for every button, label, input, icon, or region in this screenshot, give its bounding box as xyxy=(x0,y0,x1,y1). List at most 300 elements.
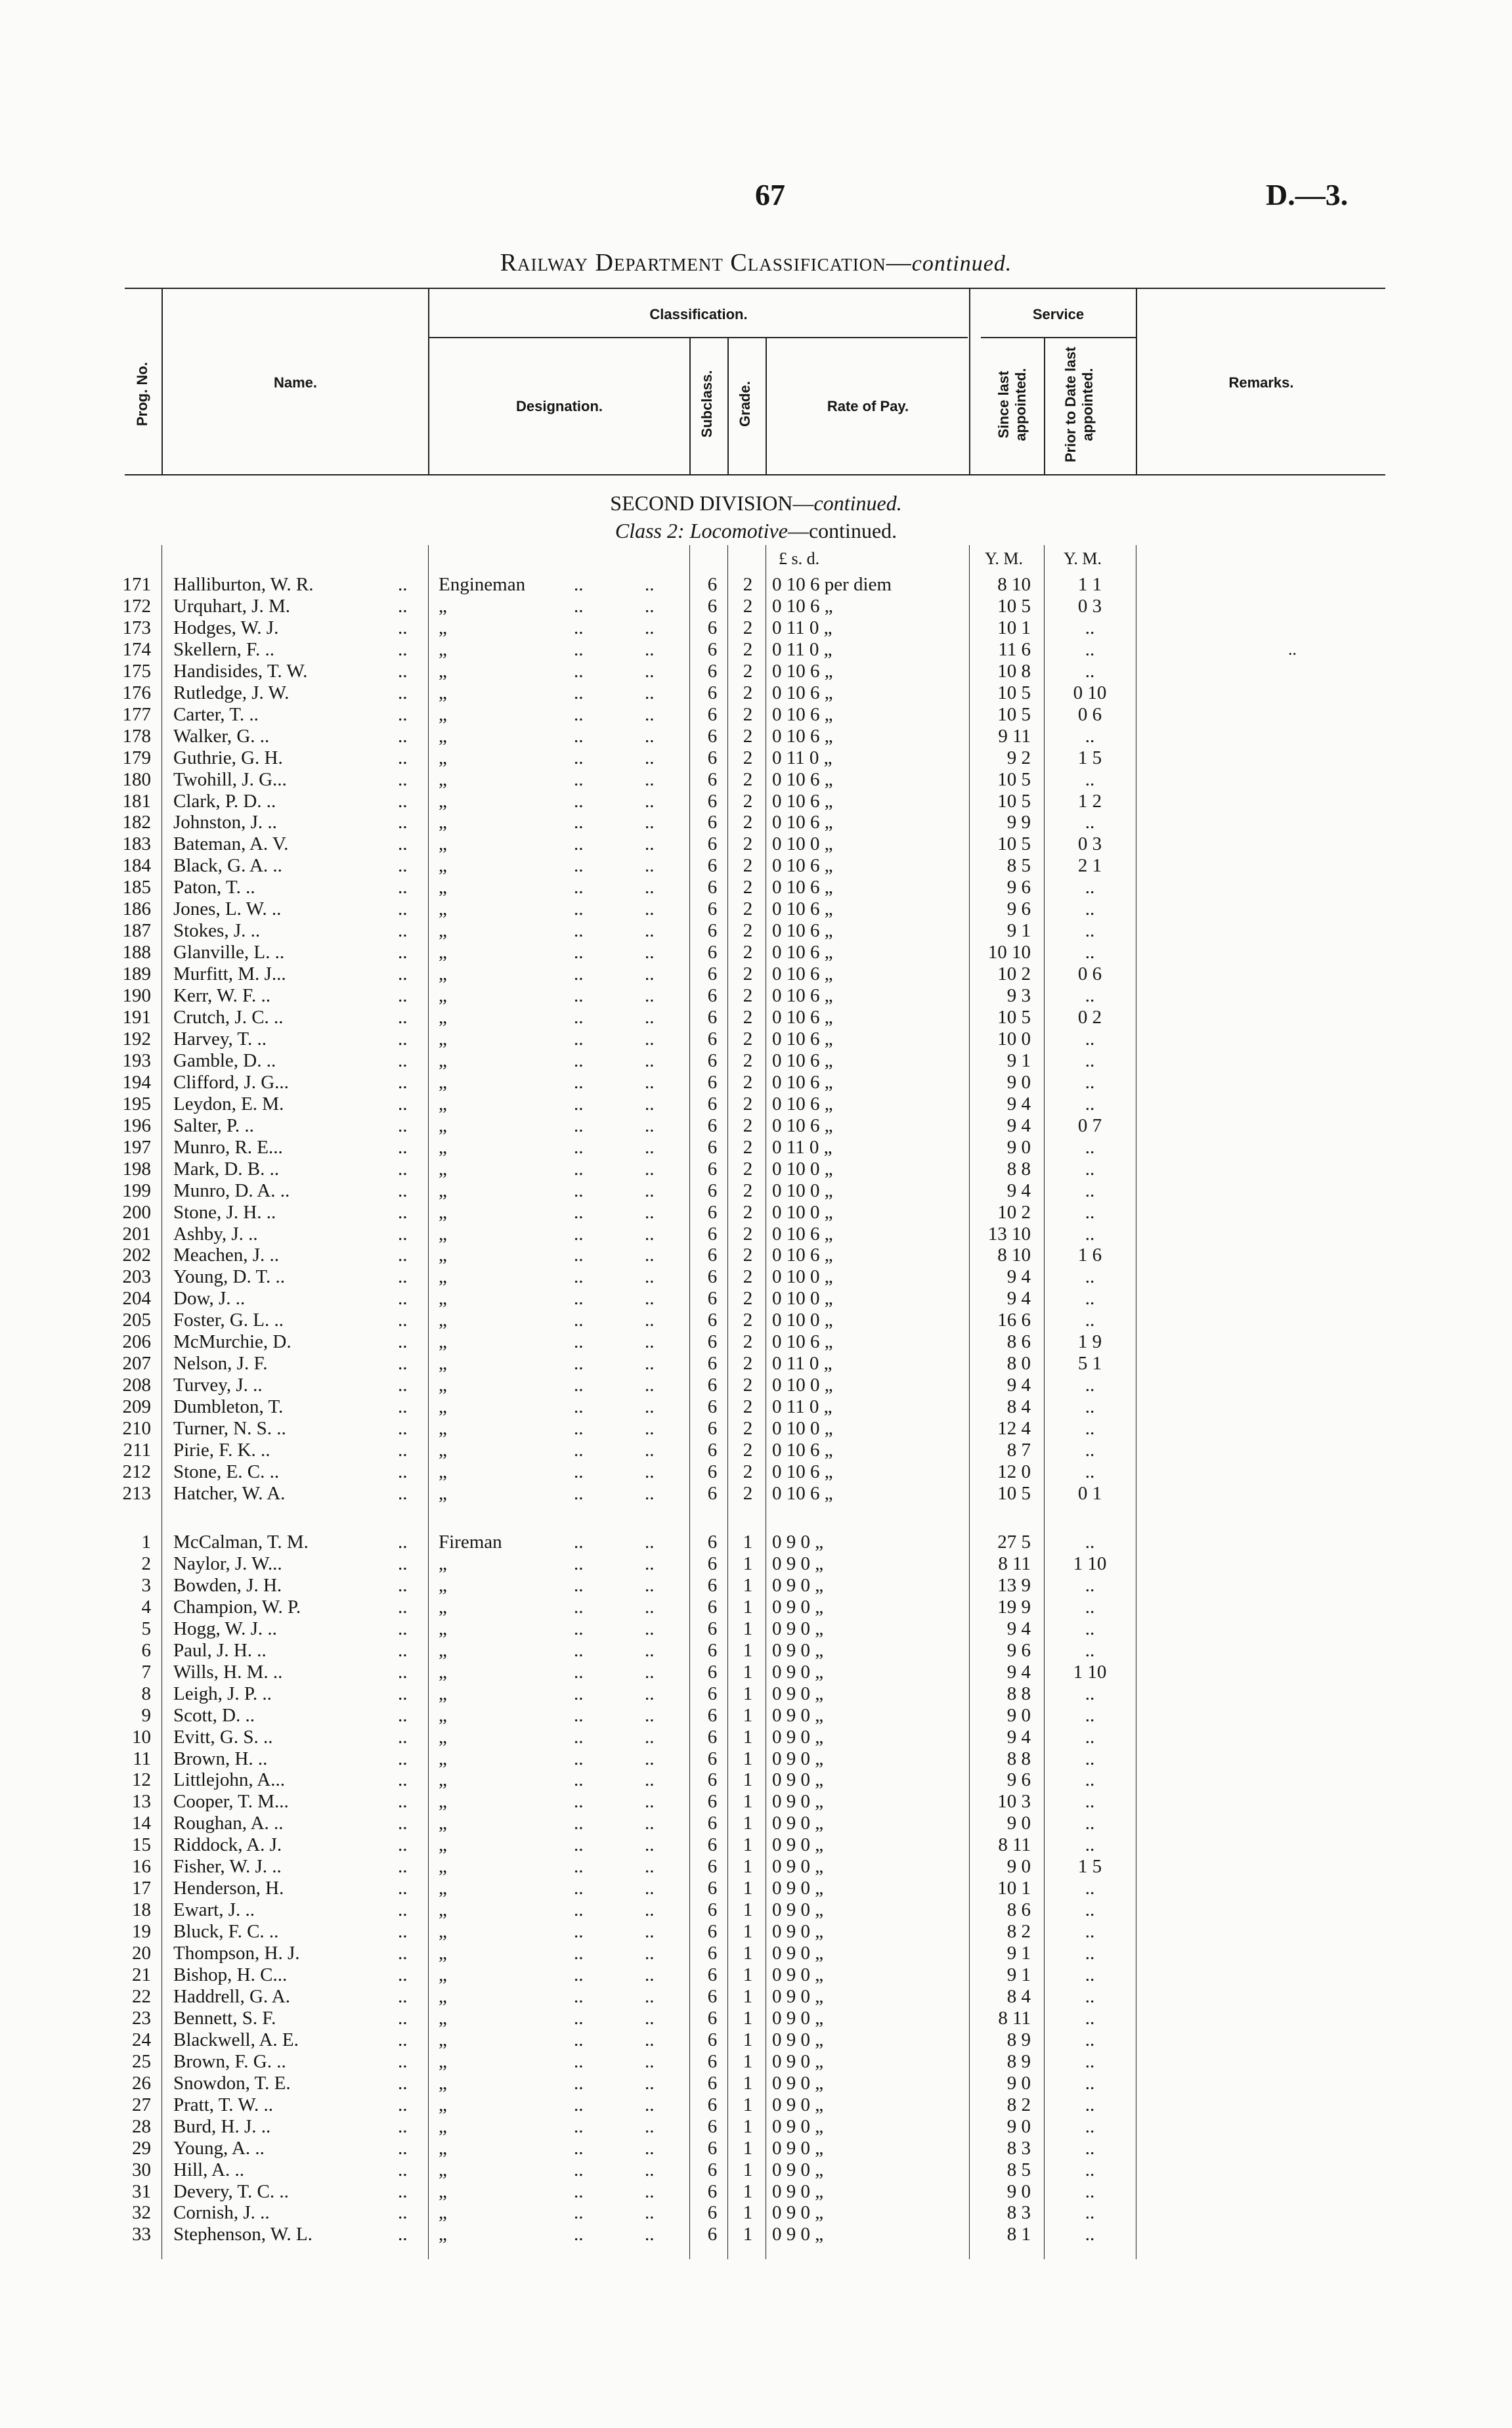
rate-of-pay: 0 10 6 „ xyxy=(772,942,833,963)
employee-name: McMurchie, D. xyxy=(173,1331,292,1353)
since-last-appointed: 10 2 xyxy=(997,963,1031,985)
header-subclass: Subclass. xyxy=(699,370,715,438)
grade: 2 xyxy=(743,638,753,660)
prog-no: 22 xyxy=(132,1985,151,2007)
leader-dots: .. xyxy=(574,1964,584,1985)
subclass: 6 xyxy=(707,1461,718,1482)
leader-dots: .. xyxy=(645,1813,655,1834)
rate-of-pay: 0 9 0 „ xyxy=(772,2072,824,2094)
since-last-appointed: 10 10 xyxy=(987,942,1031,963)
since-last-appointed: 9 4 xyxy=(1006,1726,1031,1748)
employee-name: Hill, A. .. xyxy=(173,2159,244,2180)
leader-dots: .. xyxy=(574,1748,584,1769)
leader-dots: .. xyxy=(398,682,408,703)
prog-no: 190 xyxy=(122,985,151,1007)
leader-dots: .. xyxy=(574,877,584,898)
subclass: 6 xyxy=(707,1899,718,1921)
grade: 2 xyxy=(743,1440,753,1461)
designation: „ xyxy=(439,1834,447,1856)
designation: „ xyxy=(439,1331,447,1353)
designation: „ xyxy=(439,942,447,963)
leader-dots: .. xyxy=(398,574,408,595)
subclass: 6 xyxy=(707,985,718,1007)
prog-no: 6 xyxy=(141,1639,151,1661)
table-row xyxy=(0,985,1512,1007)
rate-of-pay: 0 9 0 „ xyxy=(772,1769,824,1791)
employee-name: Turner, N. S. .. xyxy=(173,1418,286,1440)
employee-name: Hatcher, W. A. xyxy=(173,1482,286,1504)
employee-name: Dow, J. .. xyxy=(173,1288,246,1310)
prior-to-date: .. xyxy=(1085,2029,1095,2050)
prior-to-date: .. xyxy=(1085,2007,1095,2029)
prior-to-date: 0 1 xyxy=(1077,1482,1102,1504)
class-label: Class 2: xyxy=(615,519,690,542)
prior-to-date: .. xyxy=(1085,1028,1095,1049)
rate-of-pay: 0 10 6 „ xyxy=(772,1049,833,1071)
prog-no: 13 xyxy=(132,1791,151,1813)
service-rule xyxy=(981,337,1136,338)
rate-of-pay: 0 9 0 „ xyxy=(772,1553,824,1574)
prior-to-date: .. xyxy=(1085,1726,1095,1748)
prior-to-date: .. xyxy=(1085,2072,1095,2094)
employee-name: Fisher, W. J. .. xyxy=(173,1856,282,1878)
leader-dots: .. xyxy=(645,1532,655,1553)
table-top-rule xyxy=(125,288,1385,289)
leader-dots: .. xyxy=(574,682,584,703)
table-row xyxy=(0,1093,1512,1115)
rate-of-pay: 0 10 6 „ xyxy=(772,1028,833,1049)
prior-to-date: .. xyxy=(1085,1878,1095,1899)
leader-dots: .. xyxy=(398,2137,408,2159)
leader-dots: .. xyxy=(574,2159,584,2180)
leader-dots: .. xyxy=(574,2029,584,2050)
prior-to-date: .. xyxy=(1085,1396,1095,1418)
leader-dots: .. xyxy=(574,2137,584,2159)
leader-dots: .. xyxy=(398,1310,408,1331)
grade: 2 xyxy=(743,920,753,942)
prior-to-date: .. xyxy=(1085,1899,1095,1921)
designation: „ xyxy=(439,1985,447,2007)
leader-dots: .. xyxy=(574,1071,584,1093)
leader-dots: .. xyxy=(645,1071,655,1093)
leader-dots: .. xyxy=(574,833,584,855)
employee-name: Munro, R. E... xyxy=(173,1136,283,1158)
leader-dots: .. xyxy=(645,1985,655,2007)
leader-dots: .. xyxy=(645,1921,655,1943)
prog-no: 19 xyxy=(132,1921,151,1943)
prog-no: 210 xyxy=(122,1418,151,1440)
rate-of-pay: 0 10 0 „ xyxy=(772,1266,833,1288)
rate-of-pay: 0 10 6 „ xyxy=(772,1115,833,1136)
designation: „ xyxy=(439,768,447,790)
leader-dots: .. xyxy=(398,1482,408,1504)
prog-no: 177 xyxy=(122,703,151,725)
employee-name: Hodges, W. J. xyxy=(173,617,279,638)
leader-dots: .. xyxy=(645,985,655,1007)
header-divider xyxy=(727,338,729,475)
prog-no: 28 xyxy=(132,2115,151,2137)
leader-dots: .. xyxy=(398,1661,408,1683)
grade: 1 xyxy=(743,1618,753,1639)
rate-of-pay: 0 11 0 „ xyxy=(772,638,832,660)
table-row xyxy=(0,747,1512,769)
table-row xyxy=(0,920,1512,942)
leader-dots: .. xyxy=(398,1899,408,1921)
leader-dots: .. xyxy=(574,1028,584,1049)
since-last-appointed: 12 4 xyxy=(997,1418,1031,1440)
since-last-appointed: 13 10 xyxy=(987,1223,1031,1245)
leader-dots: .. xyxy=(645,768,655,790)
table-row xyxy=(0,1575,1512,1597)
subclass: 6 xyxy=(707,1813,718,1834)
employee-name: Littlejohn, A... xyxy=(173,1769,285,1791)
leader-dots: .. xyxy=(398,1856,408,1878)
division-heading xyxy=(0,491,1512,516)
rate-of-pay: 0 10 6 „ xyxy=(772,920,833,942)
leader-dots: .. xyxy=(645,1791,655,1813)
table-row xyxy=(0,1137,1512,1159)
leader-dots: .. xyxy=(398,833,408,855)
designation: „ xyxy=(439,747,447,768)
table-row xyxy=(0,2159,1512,2181)
leader-dots: .. xyxy=(574,2007,584,2029)
rate-of-pay: 0 11 0 „ xyxy=(772,1353,832,1375)
prog-no: 172 xyxy=(122,595,151,617)
leader-dots: .. xyxy=(574,1618,584,1639)
leader-dots: .. xyxy=(645,1310,655,1331)
designation: „ xyxy=(439,2159,447,2180)
leader-dots: .. xyxy=(398,638,408,660)
prior-to-date: .. xyxy=(1085,1921,1095,1943)
employee-name: Handisides, T. W. xyxy=(173,660,308,682)
leader-dots: .. xyxy=(645,898,655,920)
leader-dots: .. xyxy=(574,1553,584,1574)
since-last-appointed: 8 3 xyxy=(1006,2202,1031,2224)
designation: „ xyxy=(439,1618,447,1639)
designation: „ xyxy=(439,1748,447,1769)
leader-dots: .. xyxy=(645,1834,655,1856)
leader-dots: .. xyxy=(398,595,408,617)
table-row xyxy=(0,833,1512,855)
leader-dots: .. xyxy=(645,1769,655,1791)
leader-dots: .. xyxy=(398,1791,408,1813)
subclass: 6 xyxy=(707,1482,718,1504)
leader-dots: .. xyxy=(398,812,408,833)
leader-dots: .. xyxy=(645,1266,655,1288)
rate-of-pay: 0 10 6 „ xyxy=(772,725,833,747)
prior-to-date: 1 9 xyxy=(1077,1331,1102,1353)
prior-to-date: .. xyxy=(1085,1574,1095,1596)
header-remarks: Remarks. xyxy=(1228,374,1294,391)
leader-dots: .. xyxy=(398,1115,408,1136)
rate-of-pay: 0 10 6 „ xyxy=(772,682,833,703)
grade: 2 xyxy=(743,1482,753,1504)
grade: 1 xyxy=(743,1899,753,1921)
prior-to-date: .. xyxy=(1085,1440,1095,1461)
prior-to-date: 2 1 xyxy=(1077,855,1102,877)
employee-name: Meachen, J. .. xyxy=(173,1245,280,1266)
rate-of-pay: 0 10 0 „ xyxy=(772,1418,833,1440)
table-row xyxy=(0,639,1512,661)
rate-of-pay: 0 10 6 „ xyxy=(772,660,833,682)
leader-dots: .. xyxy=(645,920,655,942)
since-last-appointed: 8 6 xyxy=(1006,1331,1031,1353)
subclass: 6 xyxy=(707,1532,718,1553)
employee-name: Hogg, W. J. .. xyxy=(173,1618,277,1639)
employee-name: Paul, J. H. .. xyxy=(173,1639,267,1661)
header-rate-of-pay: Rate of Pay. xyxy=(827,398,909,414)
designation: „ xyxy=(439,1245,447,1266)
prior-to-date: .. xyxy=(1085,1834,1095,1856)
prog-no: 7 xyxy=(141,1661,151,1683)
rate-of-pay: 0 10 6 „ xyxy=(772,1245,833,1266)
grade: 1 xyxy=(743,2159,753,2180)
prior-to-date: 1 2 xyxy=(1077,790,1102,812)
grade: 2 xyxy=(743,1331,753,1353)
subclass: 6 xyxy=(707,1115,718,1136)
designation: „ xyxy=(439,1813,447,1834)
designation: „ xyxy=(439,1136,447,1158)
since-last-appointed: 19 9 xyxy=(997,1596,1031,1618)
employee-name: Halliburton, W. R. xyxy=(173,574,314,595)
rate-of-pay: 0 10 0 „ xyxy=(772,1288,833,1310)
grade: 2 xyxy=(743,1396,753,1418)
prior-to-date: .. xyxy=(1085,2115,1095,2137)
employee-name: Riddock, A. J. xyxy=(173,1834,282,1856)
designation: „ xyxy=(439,1769,447,1791)
header-since-last: Since last appointed. xyxy=(995,368,1029,441)
designation: „ xyxy=(439,985,447,1007)
leader-dots: .. xyxy=(398,1049,408,1071)
grade: 1 xyxy=(743,2050,753,2072)
leader-dots: .. xyxy=(398,1288,408,1310)
rate-of-pay: 0 9 0 „ xyxy=(772,1856,824,1878)
grade: 2 xyxy=(743,1266,753,1288)
table-row xyxy=(0,704,1512,726)
since-last-appointed: 8 8 xyxy=(1006,1158,1031,1180)
employee-name: Black, G. A. .. xyxy=(173,855,282,877)
since-last-appointed: 9 0 xyxy=(1006,1071,1031,1093)
subclass: 6 xyxy=(707,1791,718,1813)
rate-of-pay: 0 9 0 „ xyxy=(772,1899,824,1921)
subclass: 6 xyxy=(707,1396,718,1418)
leader-dots: .. xyxy=(398,1834,408,1856)
employee-name: Munro, D. A. .. xyxy=(173,1180,290,1201)
prior-to-date: 0 6 xyxy=(1077,703,1102,725)
table-row xyxy=(0,963,1512,985)
prior-to-date: .. xyxy=(1085,1201,1095,1223)
rate-of-pay: 0 11 0 „ xyxy=(772,1396,832,1418)
table-row xyxy=(0,1353,1512,1375)
subclass: 6 xyxy=(707,1834,718,1856)
leader-dots: .. xyxy=(574,725,584,747)
rate-of-pay: 0 9 0 „ xyxy=(772,1726,824,1748)
leader-dots: .. xyxy=(645,833,655,855)
table-row xyxy=(0,1180,1512,1202)
prog-no: 18 xyxy=(132,1899,151,1921)
prog-no: 213 xyxy=(122,1482,151,1504)
prior-to-date: .. xyxy=(1085,812,1095,833)
leader-dots: .. xyxy=(645,1596,655,1618)
subclass: 6 xyxy=(707,1856,718,1878)
designation: „ xyxy=(439,1093,447,1115)
leader-dots: .. xyxy=(398,1331,408,1353)
leader-dots: .. xyxy=(398,1683,408,1704)
employee-name: Ewart, J. .. xyxy=(173,1899,255,1921)
rate-of-pay: 0 11 0 „ xyxy=(772,747,832,768)
rate-of-pay: 0 10 6 „ xyxy=(772,812,833,833)
subclass: 6 xyxy=(707,1158,718,1180)
since-last-appointed: 10 1 xyxy=(997,617,1031,638)
subclass: 6 xyxy=(707,1878,718,1899)
leader-dots: .. xyxy=(398,1093,408,1115)
prior-to-date: .. xyxy=(1085,1180,1095,1201)
designation: „ xyxy=(439,790,447,812)
designation: „ xyxy=(439,2094,447,2115)
grade: 2 xyxy=(743,617,753,638)
table-header-bottom-rule xyxy=(125,474,1385,475)
since-last-appointed: 9 0 xyxy=(1006,1813,1031,1834)
header-prog-no: Prog. No. xyxy=(134,362,150,426)
prog-no: 2 xyxy=(141,1553,151,1574)
leader-dots: .. xyxy=(574,1661,584,1683)
since-last-appointed: 9 4 xyxy=(1006,1093,1031,1115)
rate-of-pay: 0 10 0 „ xyxy=(772,1158,833,1180)
prog-no: 194 xyxy=(122,1071,151,1093)
rate-of-pay: 0 9 0 „ xyxy=(772,1834,824,1856)
employee-name: Skellern, F. .. xyxy=(173,638,274,660)
table-row xyxy=(0,2138,1512,2159)
prog-no: 1 xyxy=(141,1532,151,1553)
employee-name: Clark, P. D. .. xyxy=(173,790,276,812)
subclass: 6 xyxy=(707,1553,718,1574)
division-continued: continued. xyxy=(813,491,902,515)
since-last-appointed: 10 5 xyxy=(997,1482,1031,1504)
leader-dots: .. xyxy=(574,660,584,682)
rate-of-pay: 0 10 6 „ xyxy=(772,855,833,877)
table-row xyxy=(0,2029,1512,2051)
designation: „ xyxy=(439,2007,447,2029)
employee-name: McCalman, T. M. xyxy=(173,1532,309,1553)
subclass: 6 xyxy=(707,877,718,898)
leader-dots: .. xyxy=(574,1266,584,1288)
subclass: 6 xyxy=(707,1596,718,1618)
prog-no: 3 xyxy=(141,1574,151,1596)
leader-dots: .. xyxy=(398,617,408,638)
leader-dots: .. xyxy=(574,1223,584,1245)
designation: „ xyxy=(439,1288,447,1310)
prog-no: 206 xyxy=(122,1331,151,1353)
leader-dots: .. xyxy=(574,2072,584,2094)
subclass: 6 xyxy=(707,1245,718,1266)
table-row xyxy=(0,1748,1512,1770)
prog-no: 199 xyxy=(122,1180,151,1201)
prog-no: 33 xyxy=(132,2224,151,2245)
header-divider xyxy=(969,288,970,475)
prog-no: 4 xyxy=(141,1596,151,1618)
leader-dots: .. xyxy=(645,2072,655,2094)
prior-to-date: .. xyxy=(1085,1266,1095,1288)
rate-of-pay: 0 11 0 „ xyxy=(772,617,832,638)
prior-to-date: .. xyxy=(1085,1071,1095,1093)
since-last-appointed: 10 5 xyxy=(997,790,1031,812)
subclass: 6 xyxy=(707,1618,718,1639)
prog-no: 184 xyxy=(122,855,151,877)
table-row xyxy=(0,1245,1512,1266)
leader-dots: .. xyxy=(574,595,584,617)
prior-to-date: 0 10 xyxy=(1073,682,1107,703)
employee-name: Henderson, H. xyxy=(173,1878,284,1899)
since-last-appointed: 9 0 xyxy=(1006,2180,1031,2202)
table-row xyxy=(0,1007,1512,1028)
rate-of-pay: 0 9 0 „ xyxy=(772,1943,824,1964)
subclass: 6 xyxy=(707,2094,718,2115)
employee-name: Blackwell, A. E. xyxy=(173,2029,299,2050)
leader-dots: .. xyxy=(645,1223,655,1245)
designation: „ xyxy=(439,2072,447,2094)
employee-name: Stephenson, W. L. xyxy=(173,2224,313,2245)
page-title xyxy=(0,248,1512,277)
grade: 1 xyxy=(743,1856,753,1878)
leader-dots: .. xyxy=(574,1943,584,1964)
designation: „ xyxy=(439,1375,447,1396)
subclass: 6 xyxy=(707,1921,718,1943)
employee-name: Nelson, J. F. xyxy=(173,1353,268,1375)
prog-no: 211 xyxy=(123,1440,151,1461)
table-row xyxy=(0,2073,1512,2094)
leader-dots: .. xyxy=(645,1331,655,1353)
subclass: 6 xyxy=(707,1136,718,1158)
prior-to-date: .. xyxy=(1085,1985,1095,2007)
subclass: 6 xyxy=(707,1440,718,1461)
leader-dots: .. xyxy=(398,660,408,682)
designation: „ xyxy=(439,1482,447,1504)
prior-to-date: .. xyxy=(1085,2159,1095,2180)
table-row xyxy=(0,1159,1512,1180)
table-row xyxy=(0,898,1512,920)
prog-no: 179 xyxy=(122,747,151,768)
class-continued: —continued. xyxy=(787,519,897,542)
leader-dots: .. xyxy=(574,1049,584,1071)
designation: „ xyxy=(439,2180,447,2202)
grade: 2 xyxy=(743,1136,753,1158)
prior-to-date: .. xyxy=(1085,1310,1095,1331)
grade: 1 xyxy=(743,2029,753,2050)
leader-dots: .. xyxy=(574,1532,584,1553)
since-last-appointed: 9 0 xyxy=(1006,2072,1031,2094)
leader-dots: .. xyxy=(645,1288,655,1310)
table-row xyxy=(0,1727,1512,1748)
table-row xyxy=(0,1375,1512,1396)
leader-dots: .. xyxy=(398,1748,408,1769)
leader-dots: .. xyxy=(645,2007,655,2029)
designation: „ xyxy=(439,898,447,920)
leader-dots: .. xyxy=(645,1136,655,1158)
employee-name: Johnston, J. .. xyxy=(173,812,277,833)
since-last-appointed: 9 4 xyxy=(1006,1375,1031,1396)
table-row xyxy=(0,1483,1512,1505)
table-row xyxy=(0,1964,1512,1986)
since-last-appointed: 8 9 xyxy=(1006,2050,1031,2072)
prior-to-date: .. xyxy=(1085,2137,1095,2159)
leader-dots: .. xyxy=(398,2115,408,2137)
since-last-appointed: 9 0 xyxy=(1006,1856,1031,1878)
rate-of-pay: 0 9 0 „ xyxy=(772,2050,824,2072)
subclass: 6 xyxy=(707,2115,718,2137)
subclass: 6 xyxy=(707,1201,718,1223)
leader-dots: .. xyxy=(398,1418,408,1440)
leader-dots: .. xyxy=(645,877,655,898)
